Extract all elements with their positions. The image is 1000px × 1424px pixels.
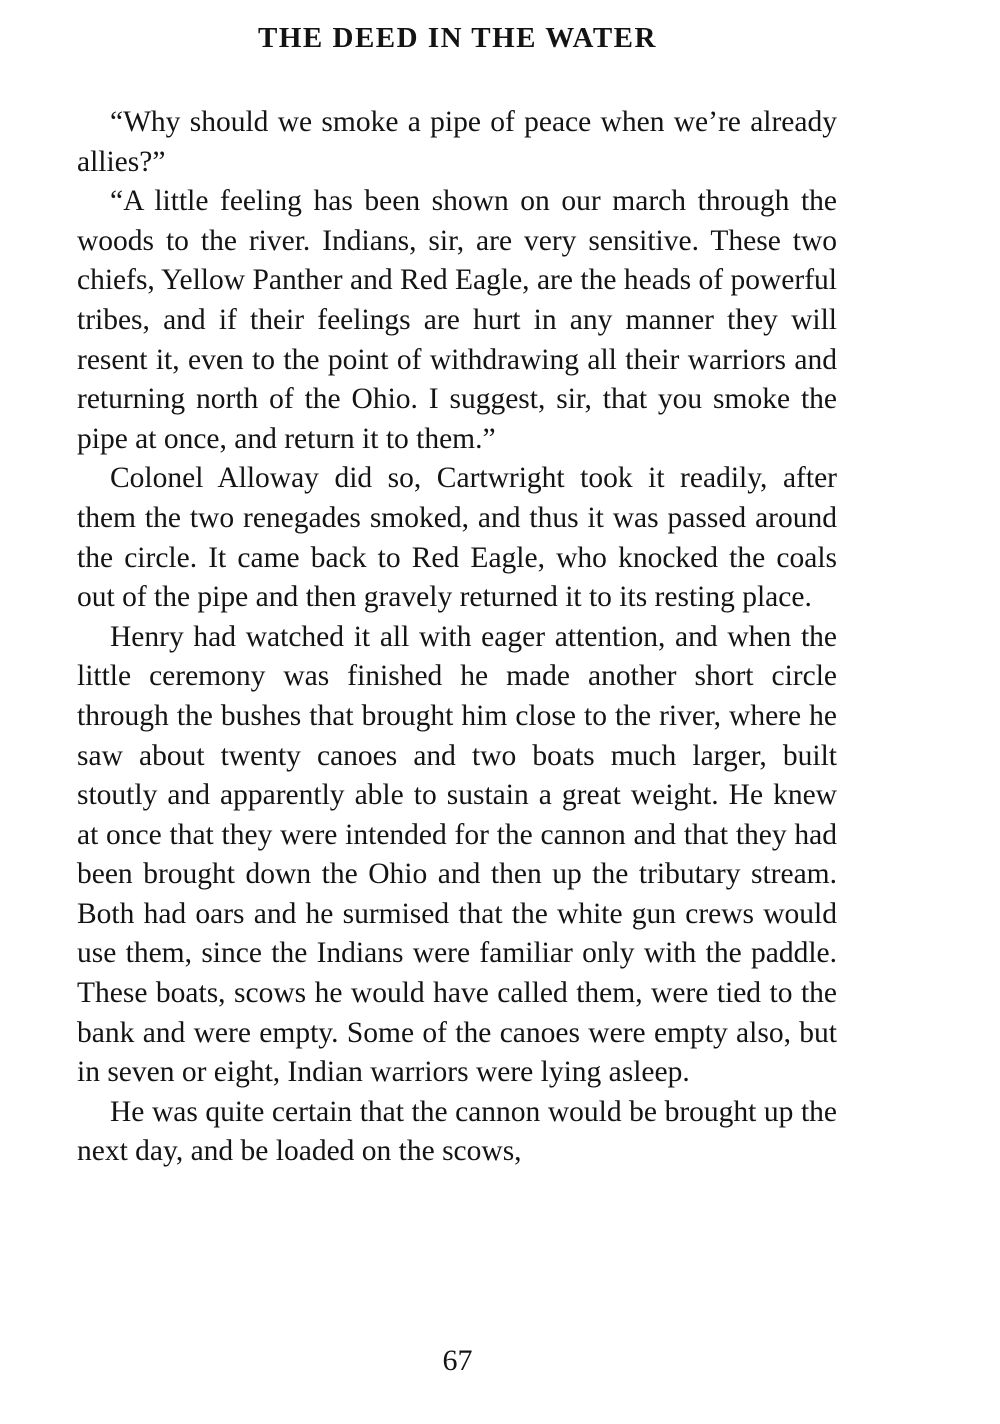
body-text [77,103,837,1172]
page-number: 67 [442,1344,473,1377]
paragraph: He was quite certain that the cannon would be brought up the next day, and be loaded on the scows, [77,1095,837,1168]
paragraph: Colonel Alloway did so, Cartwright took it readily, after them the two renegades smoked, and thus it was passed around the circle. It came back to Red Eagle, who knocked the coals out of the pipe and then gravely returned it to its resting place. [77,462,837,614]
paragraph: Henry had watched it all with eager attention, and when the little ceremony was finished he made another short circle through the bushes that brought him close to the river, where he saw about twenty canoes and two boats much larger, built stoutly and apparently able to sustain a great weight. He knew at once that they were intended for the cannon and that they had been brought down the Ohio and then up the tributary stream. Both had oars and he surmised that the white gun crews would use them, since the Indians were familiar only with the paddle. These boats, scows he would have called them, were tied to the bank and were empty. Some of the canoes were empty also, but in seven or eight, Indian warriors were lying asleep. [77,620,837,1089]
paragraph: “A little feeling has been shown on our march through the woods to the river. Indians, sir, are very sensitive. These two chiefs, Yellow Panther and Red Eagle, are the heads of powerful tribes, and if their feelings are hurt in any manner they will resent it, even to the point of withdrawing all their warriors and returning north of the Ohio. I suggest, sir, that you smoke the pipe at once, and return it to them.” [77,185,837,455]
running-head: THE DEED IN THE WATER [258,22,657,54]
paragraph: “Why should we smoke a pipe of peace when we’re already allies?” [77,106,837,178]
